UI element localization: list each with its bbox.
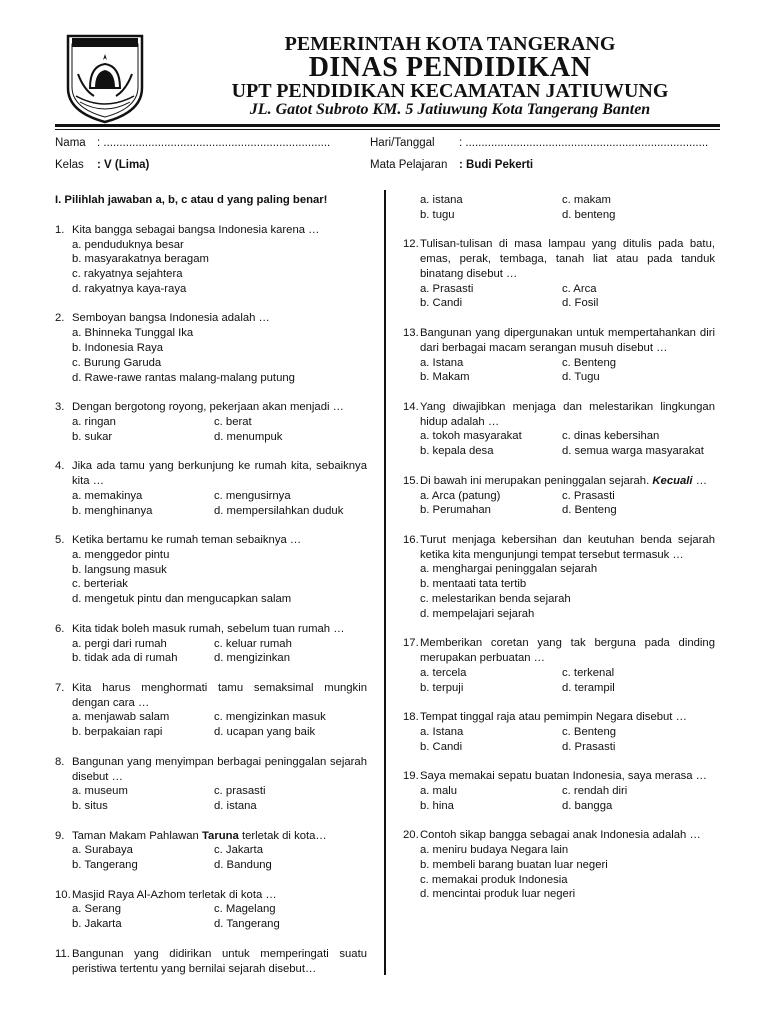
question-20 bbox=[403, 828, 715, 902]
question-line bbox=[403, 474, 715, 489]
question-4 bbox=[55, 459, 367, 518]
question-number: 9. bbox=[55, 829, 65, 842]
answer-option[interactable]: b. situs bbox=[72, 800, 108, 813]
answer-option[interactable]: b. tidak ada di rumah bbox=[72, 652, 178, 665]
instruction: I. Pilihlah jawaban a, b, c atau d yang paling benar! bbox=[55, 194, 328, 206]
answer-option[interactable]: a. penduduknya besar bbox=[72, 238, 184, 251]
question-19 bbox=[403, 769, 715, 813]
answer-option[interactable]: c. rendah diri bbox=[562, 785, 628, 797]
answer-option[interactable]: c. Burung Garuda bbox=[72, 356, 162, 369]
answer-option[interactable]: b. mentaati tata tertib bbox=[420, 578, 527, 591]
question-number: 2. bbox=[55, 312, 65, 325]
hari-tanggal-field[interactable]: : ............................................................................ bbox=[459, 137, 709, 149]
letterhead-agency: DINAS PENDIDIKAN bbox=[308, 52, 592, 83]
answer-option[interactable]: d. mencintai produk luar negeri bbox=[420, 888, 576, 901]
question-line bbox=[55, 311, 367, 326]
answer-option[interactable]: c. mengizinkan masuk bbox=[214, 711, 326, 724]
answer-option[interactable]: d. terampil bbox=[562, 681, 615, 694]
question-text: Contoh sikap bangga sebagai anak Indonesia adalah … bbox=[420, 829, 701, 842]
answer-option[interactable]: c. prasasti bbox=[214, 785, 266, 798]
answer-option[interactable]: c. dinas kebersihan bbox=[562, 430, 660, 443]
answer-option[interactable]: c. mengusirnya bbox=[214, 489, 291, 502]
question-number: 11. bbox=[55, 947, 70, 960]
answer-option[interactable]: d. benteng bbox=[562, 208, 616, 221]
question-text: Masjid Raya Al-Azhom terletak di kota … bbox=[72, 888, 277, 901]
answer-options bbox=[403, 784, 715, 814]
answer-options bbox=[55, 326, 367, 385]
answer-option[interactable]: c. Benteng bbox=[562, 725, 617, 738]
question-text: Ketika bertamu ke rumah teman sebaiknya … bbox=[72, 534, 302, 547]
answer-options bbox=[55, 710, 367, 740]
question-text: Jika ada tamu yang berkunjung ke rumah kita, sebaiknya kita … bbox=[72, 460, 367, 488]
letterhead-unit: UPT PENDIDIKAN KECAMATAN JATIUWUNG bbox=[231, 80, 669, 102]
answer-option[interactable]: b. kepala desa bbox=[420, 445, 494, 458]
answer-options bbox=[55, 238, 367, 297]
question-11 bbox=[55, 947, 367, 977]
kelas-value: : V (Lima) bbox=[97, 159, 150, 171]
answer-option[interactable]: d. Benteng bbox=[562, 504, 617, 517]
question-text: Kita tidak boleh masuk rumah, sebelum tuan rumah … bbox=[72, 622, 345, 635]
question-7 bbox=[55, 681, 367, 740]
question-number: 1. bbox=[55, 223, 65, 236]
answer-option[interactable]: d. menumpuk bbox=[214, 430, 283, 443]
answer-option[interactable]: c. keluar rumah bbox=[214, 637, 292, 650]
answer-option[interactable]: b. membeli barang buatan luar negeri bbox=[420, 858, 608, 871]
question-number: 13. bbox=[403, 326, 419, 339]
answer-option[interactable]: a. memakinya bbox=[72, 489, 143, 502]
question-text bbox=[420, 474, 715, 489]
question-9 bbox=[55, 829, 367, 873]
answer-option[interactable]: d. Rawe-rawe rantas malang-malang putung bbox=[72, 371, 295, 384]
question-line bbox=[403, 533, 715, 563]
question-10 bbox=[55, 888, 367, 932]
question-number: 18. bbox=[403, 711, 419, 724]
question-line bbox=[55, 947, 367, 977]
question-line bbox=[403, 636, 715, 666]
question-line bbox=[55, 459, 367, 489]
question-number: 5. bbox=[55, 534, 65, 547]
question-number: 20. bbox=[403, 829, 419, 842]
q11-options bbox=[403, 193, 715, 223]
question-line bbox=[403, 400, 715, 430]
answer-options bbox=[55, 489, 367, 519]
question-number: 12. bbox=[403, 238, 419, 251]
question-text: Turut menjaga kebersihan dan keutuhan benda sejarah ketika kita mengunjungi tempat tersebut termasuk … bbox=[420, 533, 715, 561]
answer-option[interactable]: a. Serang bbox=[72, 903, 121, 916]
question-number: 8. bbox=[55, 755, 65, 768]
answer-option[interactable]: d. mempersilahkan duduk bbox=[214, 504, 344, 517]
question-number: 17. bbox=[403, 637, 419, 650]
answer-option[interactable]: d. rakyatnya kaya-raya bbox=[72, 282, 187, 295]
answer-option[interactable]: a. meniru budaya Negara lain bbox=[420, 844, 569, 857]
question-text-part: Taman Makam Pahlawan bbox=[72, 829, 202, 842]
question-14 bbox=[403, 400, 715, 459]
answer-options bbox=[403, 356, 715, 386]
answer-option[interactable]: b. Indonesia Raya bbox=[72, 342, 164, 355]
question-text: Dengan bergotong royong, pekerjaan akan menjadi … bbox=[72, 401, 344, 414]
answer-option[interactable]: c. Arca bbox=[562, 282, 597, 295]
answer-option[interactable]: a. ringan bbox=[72, 415, 116, 428]
answer-option[interactable]: a. Istana bbox=[420, 356, 464, 369]
question-2 bbox=[55, 311, 367, 385]
question-5 bbox=[55, 533, 367, 607]
kota-tangerang-emblem bbox=[60, 30, 150, 126]
question-line bbox=[403, 769, 715, 784]
question-text: Bangunan yang dipergunakan untuk mempertahankan diri dari berbagai macam serangan musuh disebut … bbox=[420, 326, 715, 354]
answer-option[interactable]: d. mengetuk pintu dan mengucapkan salam bbox=[72, 593, 292, 606]
question-text-part: terletak di kota… bbox=[238, 829, 327, 842]
answer-options bbox=[403, 282, 715, 312]
answer-option[interactable]: a. menggedor pintu bbox=[72, 548, 170, 561]
question-number: 19. bbox=[403, 770, 419, 783]
question-text-bold: Taruna bbox=[201, 829, 239, 842]
answer-option[interactable]: b. terpuji bbox=[420, 681, 464, 694]
question-text: Saya memakai sepatu buatan Indonesia, saya merasa … bbox=[420, 770, 707, 783]
kelas-label: Kelas bbox=[55, 159, 84, 171]
question-number: 7. bbox=[55, 681, 65, 694]
mata-pelajaran-value: : Budi Pekerti bbox=[459, 159, 534, 171]
question-text-part: Di bawah ini merupakan peninggalan sejarah. bbox=[420, 474, 650, 487]
question-text: Bangunan yang menyimpan berbagai peninggalan sejarah disebut … bbox=[72, 755, 367, 783]
answer-option[interactable]: d. Tugu bbox=[562, 371, 600, 384]
question-line bbox=[55, 681, 367, 711]
answer-option[interactable]: b. Perumahan bbox=[420, 504, 491, 517]
answer-option[interactable]: b. tugu bbox=[420, 208, 455, 221]
answer-option[interactable]: c. Jakarta bbox=[214, 844, 263, 857]
answer-option[interactable]: b. hina bbox=[420, 799, 454, 812]
answer-option[interactable]: a. museum bbox=[72, 785, 128, 798]
answer-option[interactable]: d. bangga bbox=[562, 799, 613, 812]
question-number: 14. bbox=[403, 400, 419, 413]
answer-option[interactable]: d. ucapan yang baik bbox=[214, 726, 316, 739]
answer-options bbox=[403, 489, 715, 519]
answer-options bbox=[55, 415, 367, 445]
question-3 bbox=[55, 400, 367, 444]
answer-option[interactable]: b. Tangerang bbox=[72, 859, 138, 872]
question-1 bbox=[55, 223, 367, 297]
question-number: 6. bbox=[55, 622, 65, 635]
answer-option[interactable]: c. melestarikan benda sejarah bbox=[420, 592, 571, 605]
answer-options bbox=[403, 725, 715, 755]
answer-option[interactable]: a. menjawab salam bbox=[72, 711, 170, 724]
answer-option[interactable]: c. berat bbox=[214, 415, 252, 428]
question-17 bbox=[403, 636, 715, 695]
question-line bbox=[55, 888, 367, 903]
left-column bbox=[55, 193, 367, 991]
answer-option[interactable]: d. Prasasti bbox=[562, 740, 616, 753]
nama-label: Nama bbox=[55, 137, 86, 149]
answer-option[interactable]: c. memakai produk Indonesia bbox=[420, 873, 568, 886]
answer-options bbox=[403, 562, 715, 621]
answer-options bbox=[55, 637, 367, 667]
question-number: 10. bbox=[55, 888, 71, 901]
question-text: Tempat tinggal raja atau pemimpin Negara disebut … bbox=[420, 711, 687, 724]
question-text: Kita bangga sebagai bangsa Indonesia karena … bbox=[72, 223, 320, 236]
answer-options bbox=[55, 548, 367, 607]
answer-option[interactable]: b. menghinanya bbox=[72, 504, 153, 517]
answer-option[interactable]: d. semua warga masyarakat bbox=[562, 445, 704, 458]
question-text: Kita harus menghormati tamu semaksimal mungkin dengan cara … bbox=[72, 681, 367, 709]
question-number: 3. bbox=[55, 401, 65, 414]
question-text: Yang diwajibkan menjaga dan melestarikan lingkungan hidup adalah … bbox=[420, 400, 715, 428]
question-13 bbox=[403, 326, 715, 385]
answer-option[interactable]: b. berpakaian rapi bbox=[72, 726, 163, 739]
question-15 bbox=[403, 474, 715, 518]
right-column bbox=[403, 193, 715, 917]
question-text bbox=[72, 829, 367, 844]
answer-option[interactable]: a. Istana bbox=[420, 725, 464, 738]
question-number: 16. bbox=[403, 533, 419, 546]
answer-option[interactable]: d. Tangerang bbox=[214, 918, 280, 931]
answer-option[interactable]: c. berteriak bbox=[72, 578, 128, 591]
question-text-part: … bbox=[692, 474, 707, 487]
answer-option[interactable]: a. tokoh masyarakat bbox=[420, 430, 522, 443]
question-16 bbox=[403, 533, 715, 622]
question-text: Tulisan-tulisan di masa lampau yang ditulis pada batu, emas, perak, tembaga, tanah liat atau pada tanduk binatang disebut … bbox=[420, 238, 715, 280]
question-text: Memberikan coretan yang tak berguna pada dinding merupakan perbuatan … bbox=[420, 637, 715, 665]
answer-option[interactable]: a. Surabaya bbox=[72, 844, 133, 857]
answer-option[interactable]: d. mengizinkan bbox=[214, 652, 290, 665]
answer-option[interactable]: a. Prasasti bbox=[420, 282, 474, 295]
question-8 bbox=[55, 755, 367, 814]
question-line bbox=[55, 755, 367, 785]
question-line bbox=[403, 326, 715, 356]
answer-options bbox=[403, 429, 715, 459]
answer-option[interactable]: d. mempelajari sejarah bbox=[420, 607, 535, 620]
answer-option[interactable]: c. terkenal bbox=[562, 666, 615, 679]
answer-option[interactable]: a. tercela bbox=[420, 666, 467, 679]
question-line bbox=[55, 400, 367, 415]
question-line bbox=[403, 710, 715, 725]
answer-option[interactable]: c. Benteng bbox=[562, 356, 617, 369]
answer-options bbox=[55, 843, 367, 873]
column-divider bbox=[384, 190, 386, 975]
answer-option[interactable]: a. malu bbox=[420, 785, 458, 797]
question-text-kecuali: Kecuali bbox=[652, 474, 693, 487]
answer-option[interactable]: d. istana bbox=[214, 800, 257, 813]
question-6 bbox=[55, 622, 367, 666]
question-line bbox=[403, 237, 715, 281]
answer-option[interactable]: b. masyarakatnya beragam bbox=[72, 253, 209, 266]
answer-option[interactable]: d. Bandung bbox=[214, 859, 272, 872]
letterhead-rule-thick bbox=[55, 124, 720, 127]
answer-options bbox=[403, 843, 715, 902]
answer-option[interactable]: b. Makam bbox=[420, 371, 470, 384]
question-number: 15. bbox=[403, 474, 419, 487]
question-number: 4. bbox=[55, 460, 65, 473]
answer-option[interactable]: b. Jakarta bbox=[72, 918, 122, 931]
answer-option[interactable]: a. Bhinneka Tunggal Ika bbox=[72, 327, 194, 340]
question-text: Bangunan yang didirikan untuk memperingati suatu peristiwa tertentu yang bernilai sejarah disebut… bbox=[72, 947, 367, 975]
answer-option[interactable]: a. pergi dari rumah bbox=[72, 637, 167, 650]
question-line bbox=[55, 223, 367, 238]
answer-option[interactable]: c. makam bbox=[562, 194, 611, 206]
question-line bbox=[55, 622, 367, 637]
question-12 bbox=[403, 237, 715, 311]
question-line bbox=[55, 533, 367, 548]
answer-option[interactable]: b. Candi bbox=[420, 740, 463, 753]
answer-option[interactable]: a. istana bbox=[420, 194, 463, 206]
question-line bbox=[403, 828, 715, 843]
answer-options bbox=[403, 666, 715, 696]
nama-field[interactable]: : ....................................................................... bbox=[97, 137, 331, 149]
answer-option[interactable]: c. Magelang bbox=[214, 903, 276, 916]
answer-option[interactable]: d. Fosil bbox=[562, 297, 599, 310]
answer-option[interactable]: c. rakyatnya sejahtera bbox=[72, 268, 183, 281]
answer-options bbox=[55, 902, 367, 932]
letterhead-address: JL. Gatot Subroto KM. 5 Jatiuwung Kota Tangerang Banten bbox=[249, 101, 651, 118]
answer-option[interactable]: b. Candi bbox=[420, 297, 463, 310]
letterhead-government: PEMERINTAH KOTA TANGERANG bbox=[284, 33, 616, 55]
mata-pelajaran-label: Mata Pelajaran bbox=[370, 159, 448, 171]
answer-option[interactable]: b. sukar bbox=[72, 430, 113, 443]
answer-options bbox=[55, 784, 367, 814]
question-text: Semboyan bangsa Indonesia adalah … bbox=[72, 312, 270, 325]
question-line bbox=[55, 829, 367, 844]
answer-option[interactable]: c. Prasasti bbox=[562, 489, 615, 502]
hari-tanggal-label: Hari/Tanggal bbox=[370, 137, 435, 149]
letterhead-rule-thin bbox=[55, 129, 720, 130]
answer-option[interactable]: a. Arca (patung) bbox=[420, 489, 501, 502]
question-18 bbox=[403, 710, 715, 754]
answer-option[interactable]: a. menghargai peninggalan sejarah bbox=[420, 563, 598, 576]
answer-option[interactable]: b. langsung masuk bbox=[72, 563, 167, 576]
